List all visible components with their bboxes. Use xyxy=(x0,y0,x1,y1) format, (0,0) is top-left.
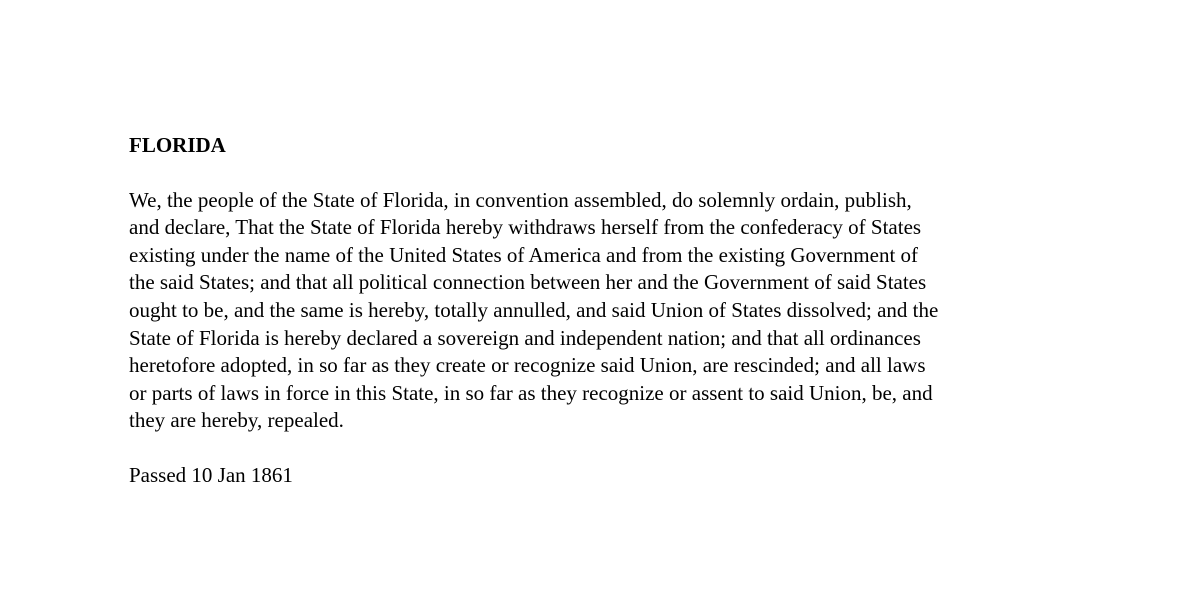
document-title: FLORIDA xyxy=(129,133,226,157)
body-line: heretofore adopted, in so far as they create or recognize said Union, are rescinded; and all laws xyxy=(129,353,926,378)
body-line: or parts of laws in force in this State, in so far as they recognize or assent to said Union, be, and xyxy=(129,380,933,405)
document-body xyxy=(129,187,1069,435)
body-line: they are hereby, repealed. xyxy=(129,408,344,433)
passed-date: Passed 10 Jan 1861 xyxy=(129,462,293,487)
body-line: and declare, That the State of Florida hereby withdraws herself from the confederacy of States xyxy=(129,215,922,240)
body-line: the said States; and that all political connection between her and the Government of said States xyxy=(129,270,927,295)
body-line: ought to be, and the same is hereby, totally annulled, and said Union of States dissolved; and the xyxy=(129,297,939,322)
body-line: We, the people of the State of Florida, in convention assembled, do solemnly ordain, publish, xyxy=(129,187,912,212)
body-line: State of Florida is hereby declared a sovereign and independent nation; and that all ordinances xyxy=(129,325,921,350)
document-page xyxy=(129,132,1069,490)
body-line: existing under the name of the United States of America and from the existing Government of xyxy=(129,242,919,267)
